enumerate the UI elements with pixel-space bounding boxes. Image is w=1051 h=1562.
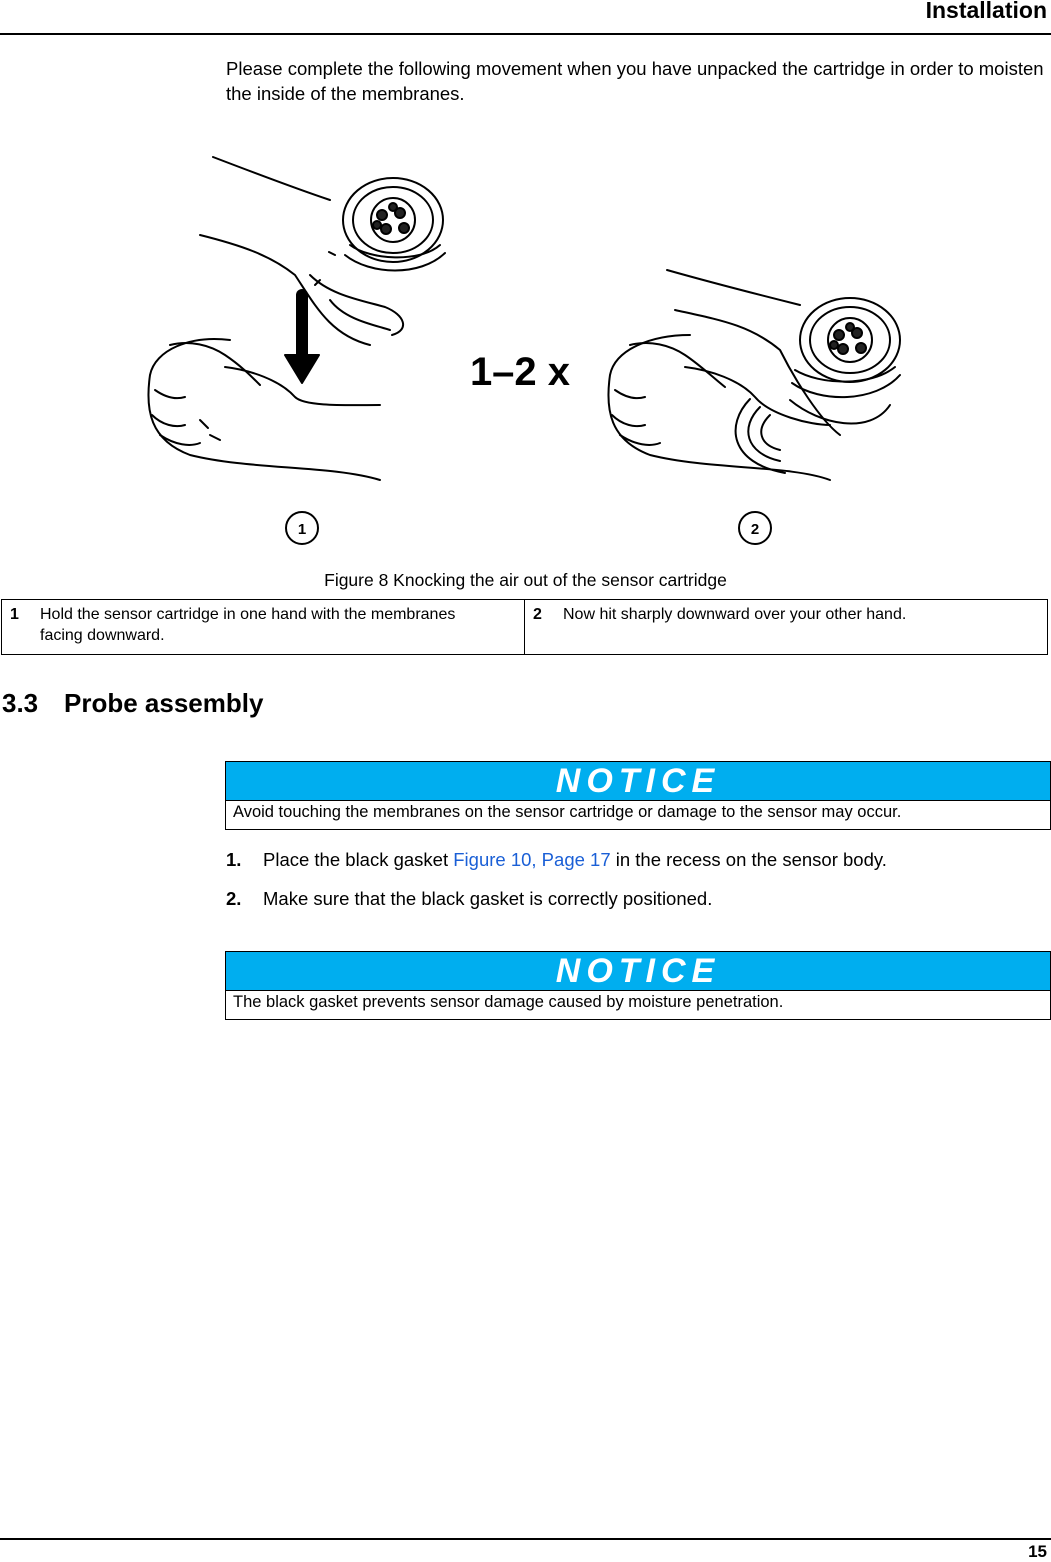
left-upper-arm-bottom bbox=[200, 235, 370, 345]
notice-text: Avoid touching the membranes on the sensor cartridge or damage to the sensor may occur. bbox=[233, 803, 902, 821]
notice-text: The black gasket prevents sensor damage caused by moisture penetration. bbox=[233, 993, 784, 1011]
notice-heading: NOTICE bbox=[226, 952, 1050, 991]
right-upper-arm-top bbox=[667, 270, 800, 305]
legend-number: 2 bbox=[533, 606, 542, 623]
section-heading bbox=[2, 688, 263, 719]
intro-paragraph: Please complete the following movement when you have unpacked the cartridge in order to moisten the inside of the membranes. bbox=[226, 58, 1044, 104]
legend-cell bbox=[525, 600, 1048, 655]
notice-box bbox=[225, 761, 1051, 830]
step-number: 1. bbox=[226, 849, 242, 870]
step-number: 2. bbox=[226, 888, 242, 909]
page-number: 15 bbox=[1028, 1542, 1047, 1561]
repeat-label: 1–2 x bbox=[469, 350, 571, 394]
legend-text: Hold the sensor cartridge in one hand with the membranes facing downward. bbox=[40, 606, 456, 644]
step-item bbox=[226, 888, 1046, 927]
footer-rule bbox=[0, 1538, 1051, 1540]
notice-box bbox=[225, 951, 1051, 1020]
section-title: Probe assembly bbox=[64, 688, 264, 718]
left-upper-arm-top bbox=[213, 157, 330, 200]
step-text: Make sure that the black gasket is correctly positioned. bbox=[263, 888, 713, 909]
left-fist bbox=[148, 339, 380, 480]
callout-2-label: 2 bbox=[750, 521, 760, 538]
notice-heading: NOTICE bbox=[226, 762, 1050, 801]
down-arrow-head bbox=[285, 355, 319, 383]
figure-legend-table bbox=[1, 599, 1048, 655]
legend-cell bbox=[2, 600, 525, 655]
legend-text: Now hit sharply downward over your other hand. bbox=[563, 606, 907, 623]
step-text: Place the black gasket bbox=[263, 849, 454, 870]
step-item bbox=[226, 849, 1046, 888]
header-rule bbox=[0, 33, 1051, 35]
legend-number: 1 bbox=[10, 606, 19, 623]
procedure-steps bbox=[226, 849, 1046, 927]
hands-illustration bbox=[130, 135, 910, 555]
page-header-title: Installation bbox=[925, 0, 1047, 23]
figure-illustration bbox=[130, 135, 910, 555]
figure-caption: Figure 8 Knocking the air out of the sensor cartridge bbox=[324, 570, 727, 590]
section-number: 3.3 bbox=[2, 688, 39, 718]
step-text-continued: in the recess on the sensor body. bbox=[610, 849, 887, 870]
callout-1-label: 1 bbox=[297, 521, 307, 538]
figure-reference-link[interactable]: Figure 10, Page 17 bbox=[453, 849, 611, 870]
right-fist bbox=[608, 335, 830, 480]
